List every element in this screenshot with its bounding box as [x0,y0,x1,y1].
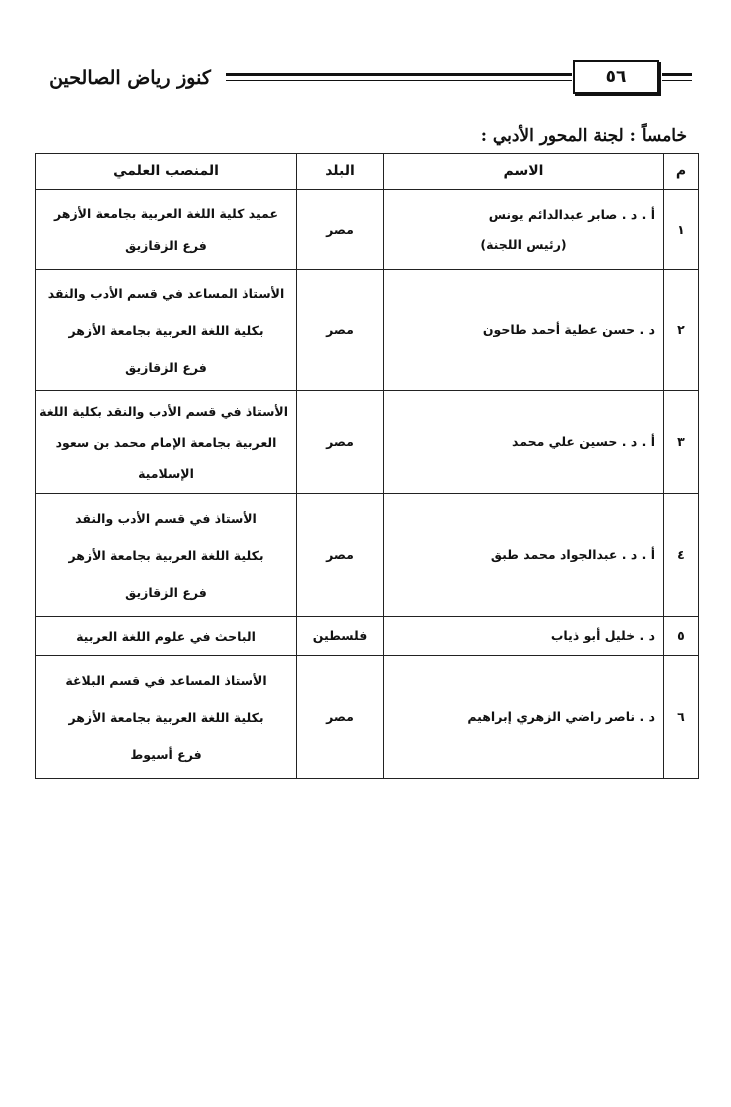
table-row [36,494,699,617]
member-name: د . ناصر راضي الزهري إبراهيم [384,656,664,779]
position-line: الإسلامية [138,465,194,481]
position-line: فرع الزقازيق [125,359,207,375]
row-number: ٢ [664,270,699,391]
position-line: فرع الزقازيق [125,584,207,600]
position-line: فرع الزقازيق [125,237,207,253]
member-position [36,270,297,391]
table-row [36,391,699,494]
page-number [573,60,659,94]
table-row [36,656,699,779]
member-country: مصر [297,656,384,779]
table-header-row [36,154,699,190]
header-rule-left [226,73,572,81]
member-position [36,494,297,617]
book-title: كنوز رياض الصالحين [49,67,211,89]
member-role-note: (رئيس اللجنة) [480,236,567,252]
row-number: ٤ [664,494,699,617]
member-country: فلسطين [297,617,384,656]
member-country: مصر [297,270,384,391]
position-line: بكلية اللغة العربية بجامعة الأزهر [68,547,264,563]
row-number: ٦ [664,656,699,779]
position-line: بكلية اللغة العربية بجامعة الأزهر [68,322,264,338]
member-country: مصر [297,190,384,270]
section-heading: خامساً : لجنة المحور الأدبي : [480,126,687,146]
position-line: الأستاذ في قسم الأدب والنقد بكلية اللغة [39,403,288,419]
member-country: مصر [297,494,384,617]
committee-table [35,153,699,779]
table-row [36,190,699,270]
member-name: د . حسن عطية أحمد طاحون [384,270,664,391]
column-header-country: البلد [297,154,384,190]
position-line: العربية بجامعة الإمام محمد بن سعود [55,434,277,450]
member-name-cell [384,190,664,270]
position-line: الأستاذ في قسم الأدب والنقد [75,510,257,526]
member-position [36,391,297,494]
column-header-position: المنصب العلمي [36,154,297,190]
position-line: الأستاذ المساعد في قسم الأدب والنقد [47,285,285,301]
position-line: عميد كلية اللغة العربية بجامعة الأزهر [54,205,278,221]
row-number: ١ [664,190,699,270]
member-position [36,656,297,779]
position-line: فرع أسيوط [130,746,202,762]
table-row [36,617,699,656]
member-country: مصر [297,391,384,494]
member-position [36,617,297,656]
column-header-name: الاسم [384,154,664,190]
table-row [36,270,699,391]
header-rule-right [662,73,692,81]
row-number: ٣ [664,391,699,494]
position-line: الأستاذ المساعد في قسم البلاغة [65,672,267,688]
member-position [36,190,297,270]
member-name: أ . د . عبدالجواد محمد طبق [384,494,664,617]
position-line: الباحث في علوم اللغة العربية [76,628,256,644]
page-number-text: ٥٦ [605,67,627,87]
column-header-number: م [664,154,699,190]
member-name: أ . د . حسين علي محمد [384,391,664,494]
row-number: ٥ [664,617,699,656]
member-name: أ . د . صابر عبدالدائم يونس [488,206,655,222]
member-name: د . خليل أبو ذياب [384,617,664,656]
position-line: بكلية اللغة العربية بجامعة الأزهر [68,709,264,725]
